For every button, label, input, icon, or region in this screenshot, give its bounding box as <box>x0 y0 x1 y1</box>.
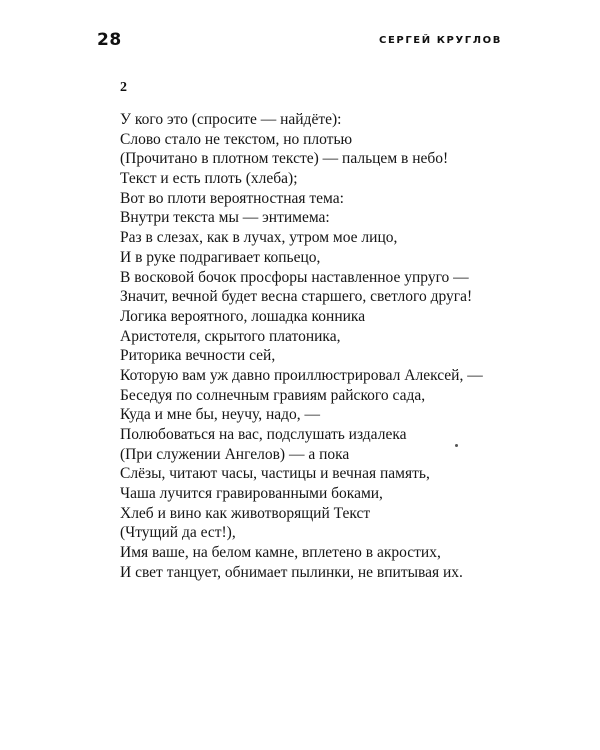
poem-line: Которую вам уж давно проиллюстрировал Алексей, — <box>120 366 483 384</box>
section-number: 2 <box>120 80 127 95</box>
poem-line: У кого это (спросите — найдёте): <box>120 111 342 128</box>
print-speck <box>455 444 458 447</box>
poem-line: (Прочитано в плотном тексте) — пальцем в небо! <box>120 150 449 168</box>
poem-line: Раз в слезах, как в лучах, утром мое лицо, <box>120 229 398 247</box>
poem-line: Внутри текста мы — энтимема: <box>120 209 330 227</box>
poem-line: В восковой бочок просфоры наставленное упруго — <box>120 268 469 286</box>
poem-line: Слово стало не текстом, но плотью <box>120 130 353 148</box>
poem-line: Куда и мне бы, неучу, надо, — <box>120 406 321 424</box>
poem-line: (При служении Ангелов) — а пока <box>120 445 350 463</box>
poem-line: (Чтущий да ест!), <box>120 524 236 542</box>
poem-line: Аристотеля, скрытого платоника, <box>120 327 341 345</box>
poem-line: Хлеб и вино как животворящий Текст <box>120 504 371 522</box>
poem-line: Слёзы, читают часы, частицы и вечная память, <box>120 465 430 483</box>
poem-line: Чаша лучится гравированными боками, <box>120 485 383 503</box>
poem-line: Полюбоваться на вас, подслушать издалека <box>120 426 407 443</box>
poem-line: Значит, вечной будет весна старшего, светлого друга! <box>120 288 473 306</box>
poem-line: Текст и есть плоть (хлеба); <box>120 170 298 188</box>
poem-line: Риторика вечности сей, <box>120 347 276 365</box>
page-number: 28 <box>97 30 122 50</box>
poem-text <box>120 110 520 583</box>
poem-line: Вот во плоти вероятностная тема: <box>120 189 344 207</box>
poem-line: Беседуя по солнечным гравиям райского сада, <box>120 386 426 404</box>
poem-line: И в руке подрагивает копьецо, <box>120 248 321 266</box>
poem-line: Логика вероятного, лошадка конника <box>120 307 366 325</box>
poem-line: Имя ваше, на белом камне, вплетено в акростих, <box>120 544 441 562</box>
poem-line: И свет танцует, обнимает пылинки, не впитывая их. <box>120 563 463 581</box>
running-head-author: СЕРГЕЙ КРУГЛОВ <box>379 35 502 46</box>
